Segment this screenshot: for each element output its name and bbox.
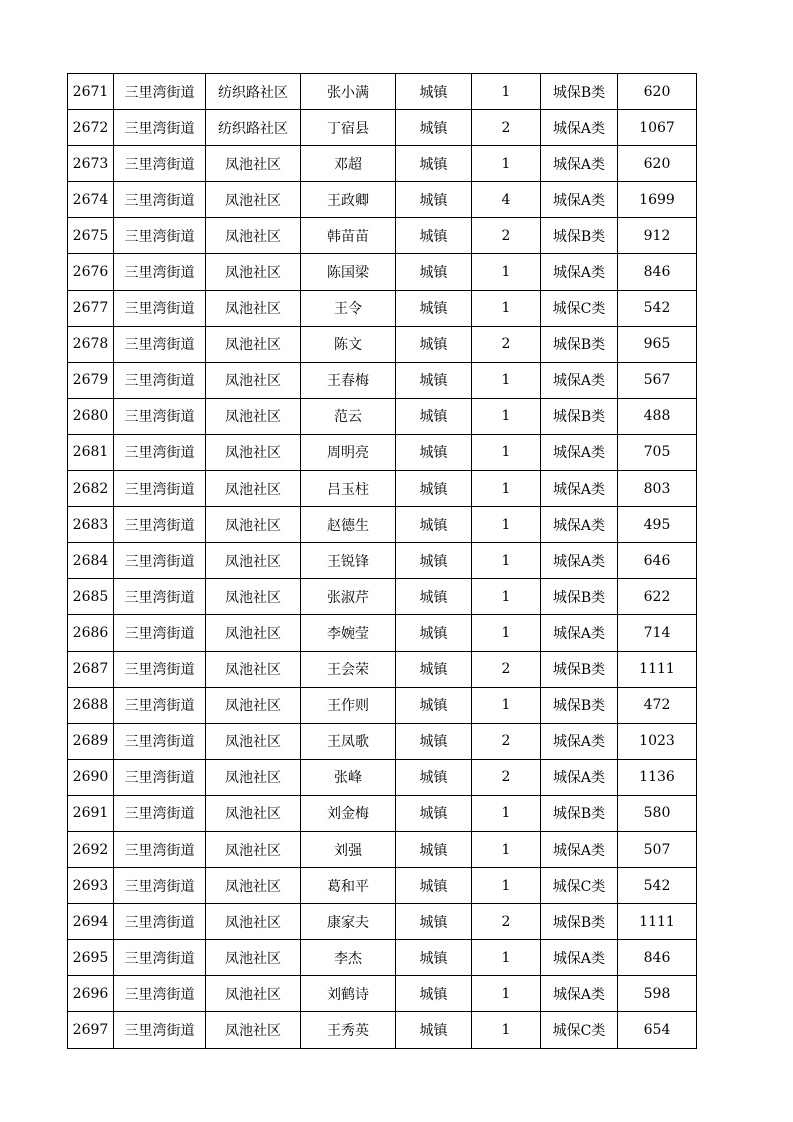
street-cell: 三里湾街道	[114, 434, 206, 470]
name-cell: 王锐锋	[301, 543, 396, 579]
community-cell: 凤池社区	[206, 940, 301, 976]
area-type-cell: 城镇	[396, 110, 472, 146]
street-cell: 三里湾街道	[114, 182, 206, 218]
community-cell: 凤池社区	[206, 687, 301, 723]
household-count-cell: 1	[472, 507, 541, 543]
household-count-cell: 1	[472, 146, 541, 182]
area-type-cell: 城镇	[396, 831, 472, 867]
table-row	[68, 795, 697, 831]
category-cell: 城保A类	[541, 940, 618, 976]
amount-cell: 654	[618, 1012, 697, 1048]
name-cell: 陈文	[301, 326, 396, 362]
amount-cell: 846	[618, 940, 697, 976]
amount-cell: 598	[618, 976, 697, 1012]
area-type-cell: 城镇	[396, 218, 472, 254]
area-type-cell: 城镇	[396, 254, 472, 290]
area-type-cell: 城镇	[396, 146, 472, 182]
household-count-cell: 2	[472, 651, 541, 687]
community-cell: 凤池社区	[206, 868, 301, 904]
category-cell: 城保B类	[541, 651, 618, 687]
category-cell: 城保B类	[541, 687, 618, 723]
street-cell: 三里湾街道	[114, 110, 206, 146]
street-cell: 三里湾街道	[114, 940, 206, 976]
amount-cell: 542	[618, 290, 697, 326]
community-cell: 凤池社区	[206, 326, 301, 362]
street-cell: 三里湾街道	[114, 471, 206, 507]
area-type-cell: 城镇	[396, 759, 472, 795]
name-cell: 张淑芹	[301, 579, 396, 615]
amount-cell: 912	[618, 218, 697, 254]
table-body	[68, 74, 697, 1049]
household-count-cell: 1	[472, 795, 541, 831]
area-type-cell: 城镇	[396, 976, 472, 1012]
table-row	[68, 362, 697, 398]
area-type-cell: 城镇	[396, 290, 472, 326]
amount-cell: 714	[618, 615, 697, 651]
category-cell: 城保A类	[541, 110, 618, 146]
category-cell: 城保C类	[541, 1012, 618, 1048]
household-count-cell: 1	[472, 434, 541, 470]
household-count-cell: 1	[472, 615, 541, 651]
table-row	[68, 831, 697, 867]
community-cell: 凤池社区	[206, 651, 301, 687]
category-cell: 城保A类	[541, 831, 618, 867]
name-cell: 王春梅	[301, 362, 396, 398]
table-row	[68, 471, 697, 507]
serial-number-cell: 2691	[68, 795, 114, 831]
street-cell: 三里湾街道	[114, 615, 206, 651]
serial-number-cell: 2688	[68, 687, 114, 723]
serial-number-cell: 2694	[68, 904, 114, 940]
name-cell: 李婉莹	[301, 615, 396, 651]
area-type-cell: 城镇	[396, 651, 472, 687]
area-type-cell: 城镇	[396, 868, 472, 904]
street-cell: 三里湾街道	[114, 687, 206, 723]
amount-cell: 620	[618, 74, 697, 110]
household-count-cell: 4	[472, 182, 541, 218]
street-cell: 三里湾街道	[114, 543, 206, 579]
serial-number-cell: 2687	[68, 651, 114, 687]
area-type-cell: 城镇	[396, 904, 472, 940]
street-cell: 三里湾街道	[114, 759, 206, 795]
table-row	[68, 868, 697, 904]
serial-number-cell: 2682	[68, 471, 114, 507]
table-row	[68, 543, 697, 579]
category-cell: 城保B类	[541, 74, 618, 110]
area-type-cell: 城镇	[396, 507, 472, 543]
community-cell: 凤池社区	[206, 507, 301, 543]
amount-cell: 705	[618, 434, 697, 470]
category-cell: 城保B类	[541, 579, 618, 615]
serial-number-cell: 2680	[68, 398, 114, 434]
community-cell: 凤池社区	[206, 795, 301, 831]
table-row	[68, 254, 697, 290]
area-type-cell: 城镇	[396, 74, 472, 110]
area-type-cell: 城镇	[396, 434, 472, 470]
serial-number-cell: 2675	[68, 218, 114, 254]
serial-number-cell: 2697	[68, 1012, 114, 1048]
category-cell: 城保B类	[541, 398, 618, 434]
name-cell: 张峰	[301, 759, 396, 795]
community-cell: 凤池社区	[206, 579, 301, 615]
serial-number-cell: 2693	[68, 868, 114, 904]
street-cell: 三里湾街道	[114, 507, 206, 543]
amount-cell: 472	[618, 687, 697, 723]
amount-cell: 567	[618, 362, 697, 398]
table-row	[68, 146, 697, 182]
area-type-cell: 城镇	[396, 182, 472, 218]
community-cell: 纺织路社区	[206, 110, 301, 146]
street-cell: 三里湾街道	[114, 904, 206, 940]
name-cell: 王凤歌	[301, 723, 396, 759]
serial-number-cell: 2695	[68, 940, 114, 976]
category-cell: 城保C类	[541, 290, 618, 326]
serial-number-cell: 2671	[68, 74, 114, 110]
serial-number-cell: 2689	[68, 723, 114, 759]
serial-number-cell: 2684	[68, 543, 114, 579]
category-cell: 城保A类	[541, 507, 618, 543]
category-cell: 城保A类	[541, 434, 618, 470]
amount-cell: 1699	[618, 182, 697, 218]
street-cell: 三里湾街道	[114, 831, 206, 867]
category-cell: 城保A类	[541, 471, 618, 507]
amount-cell: 488	[618, 398, 697, 434]
name-cell: 赵德生	[301, 507, 396, 543]
street-cell: 三里湾街道	[114, 651, 206, 687]
street-cell: 三里湾街道	[114, 362, 206, 398]
street-cell: 三里湾街道	[114, 795, 206, 831]
street-cell: 三里湾街道	[114, 868, 206, 904]
serial-number-cell: 2686	[68, 615, 114, 651]
serial-number-cell: 2674	[68, 182, 114, 218]
amount-cell: 622	[618, 579, 697, 615]
amount-cell: 646	[618, 543, 697, 579]
household-count-cell: 2	[472, 723, 541, 759]
street-cell: 三里湾街道	[114, 146, 206, 182]
community-cell: 纺织路社区	[206, 74, 301, 110]
household-count-cell: 1	[472, 687, 541, 723]
table-row	[68, 904, 697, 940]
name-cell: 康家夫	[301, 904, 396, 940]
table-row	[68, 1012, 697, 1048]
household-count-cell: 1	[472, 254, 541, 290]
community-cell: 凤池社区	[206, 615, 301, 651]
name-cell: 王秀英	[301, 1012, 396, 1048]
household-count-cell: 1	[472, 940, 541, 976]
street-cell: 三里湾街道	[114, 326, 206, 362]
household-count-cell: 2	[472, 218, 541, 254]
name-cell: 王作则	[301, 687, 396, 723]
household-count-cell: 1	[472, 831, 541, 867]
community-cell: 凤池社区	[206, 434, 301, 470]
community-cell: 凤池社区	[206, 218, 301, 254]
name-cell: 张小满	[301, 74, 396, 110]
category-cell: 城保B类	[541, 795, 618, 831]
community-cell: 凤池社区	[206, 976, 301, 1012]
serial-number-cell: 2679	[68, 362, 114, 398]
community-cell: 凤池社区	[206, 543, 301, 579]
community-cell: 凤池社区	[206, 290, 301, 326]
name-cell: 刘鹤诗	[301, 976, 396, 1012]
amount-cell: 1111	[618, 904, 697, 940]
category-cell: 城保C类	[541, 868, 618, 904]
name-cell: 韩苗苗	[301, 218, 396, 254]
table-row	[68, 398, 697, 434]
table-row	[68, 615, 697, 651]
community-cell: 凤池社区	[206, 759, 301, 795]
community-cell: 凤池社区	[206, 146, 301, 182]
table-row	[68, 326, 697, 362]
household-count-cell: 2	[472, 759, 541, 795]
category-cell: 城保A类	[541, 182, 618, 218]
community-cell: 凤池社区	[206, 831, 301, 867]
area-type-cell: 城镇	[396, 471, 472, 507]
name-cell: 吕玉柱	[301, 471, 396, 507]
household-count-cell: 1	[472, 290, 541, 326]
serial-number-cell: 2677	[68, 290, 114, 326]
household-count-cell: 1	[472, 579, 541, 615]
amount-cell: 1136	[618, 759, 697, 795]
table-row	[68, 290, 697, 326]
amount-cell: 965	[618, 326, 697, 362]
community-cell: 凤池社区	[206, 362, 301, 398]
name-cell: 陈国梁	[301, 254, 396, 290]
serial-number-cell: 2676	[68, 254, 114, 290]
area-type-cell: 城镇	[396, 1012, 472, 1048]
household-count-cell: 2	[472, 904, 541, 940]
amount-cell: 542	[618, 868, 697, 904]
area-type-cell: 城镇	[396, 362, 472, 398]
area-type-cell: 城镇	[396, 615, 472, 651]
household-count-cell: 1	[472, 868, 541, 904]
community-cell: 凤池社区	[206, 904, 301, 940]
table-row	[68, 434, 697, 470]
street-cell: 三里湾街道	[114, 976, 206, 1012]
area-type-cell: 城镇	[396, 398, 472, 434]
name-cell: 葛和平	[301, 868, 396, 904]
category-cell: 城保B类	[541, 326, 618, 362]
amount-cell: 846	[618, 254, 697, 290]
serial-number-cell: 2696	[68, 976, 114, 1012]
name-cell: 李杰	[301, 940, 396, 976]
street-cell: 三里湾街道	[114, 290, 206, 326]
street-cell: 三里湾街道	[114, 74, 206, 110]
community-cell: 凤池社区	[206, 254, 301, 290]
amount-cell: 507	[618, 831, 697, 867]
street-cell: 三里湾街道	[114, 723, 206, 759]
table-row	[68, 687, 697, 723]
amount-cell: 620	[618, 146, 697, 182]
amount-cell: 1067	[618, 110, 697, 146]
category-cell: 城保A类	[541, 146, 618, 182]
name-cell: 丁宿县	[301, 110, 396, 146]
area-type-cell: 城镇	[396, 326, 472, 362]
table-row	[68, 182, 697, 218]
table-row	[68, 651, 697, 687]
street-cell: 三里湾街道	[114, 1012, 206, 1048]
serial-number-cell: 2683	[68, 507, 114, 543]
area-type-cell: 城镇	[396, 723, 472, 759]
assistance-table	[67, 73, 697, 1049]
street-cell: 三里湾街道	[114, 579, 206, 615]
category-cell: 城保B类	[541, 904, 618, 940]
name-cell: 刘金梅	[301, 795, 396, 831]
amount-cell: 1023	[618, 723, 697, 759]
category-cell: 城保A类	[541, 759, 618, 795]
serial-number-cell: 2692	[68, 831, 114, 867]
community-cell: 凤池社区	[206, 1012, 301, 1048]
household-count-cell: 1	[472, 1012, 541, 1048]
serial-number-cell: 2681	[68, 434, 114, 470]
name-cell: 范云	[301, 398, 396, 434]
street-cell: 三里湾街道	[114, 398, 206, 434]
area-type-cell: 城镇	[396, 687, 472, 723]
area-type-cell: 城镇	[396, 795, 472, 831]
household-count-cell: 1	[472, 471, 541, 507]
serial-number-cell: 2678	[68, 326, 114, 362]
table-row	[68, 759, 697, 795]
table-row	[68, 218, 697, 254]
area-type-cell: 城镇	[396, 579, 472, 615]
area-type-cell: 城镇	[396, 940, 472, 976]
name-cell: 邓超	[301, 146, 396, 182]
household-count-cell: 1	[472, 543, 541, 579]
serial-number-cell: 2685	[68, 579, 114, 615]
community-cell: 凤池社区	[206, 723, 301, 759]
table-row	[68, 976, 697, 1012]
community-cell: 凤池社区	[206, 398, 301, 434]
community-cell: 凤池社区	[206, 182, 301, 218]
household-count-cell: 2	[472, 110, 541, 146]
household-count-cell: 1	[472, 74, 541, 110]
category-cell: 城保A类	[541, 254, 618, 290]
community-cell: 凤池社区	[206, 471, 301, 507]
amount-cell: 580	[618, 795, 697, 831]
name-cell: 王令	[301, 290, 396, 326]
table-row	[68, 74, 697, 110]
area-type-cell: 城镇	[396, 543, 472, 579]
table-row	[68, 940, 697, 976]
category-cell: 城保A类	[541, 723, 618, 759]
household-count-cell: 1	[472, 398, 541, 434]
serial-number-cell: 2672	[68, 110, 114, 146]
serial-number-cell: 2673	[68, 146, 114, 182]
table-row	[68, 579, 697, 615]
category-cell: 城保A类	[541, 615, 618, 651]
serial-number-cell: 2690	[68, 759, 114, 795]
amount-cell: 495	[618, 507, 697, 543]
table-row	[68, 723, 697, 759]
street-cell: 三里湾街道	[114, 218, 206, 254]
household-count-cell: 1	[472, 362, 541, 398]
name-cell: 王会荣	[301, 651, 396, 687]
amount-cell: 1111	[618, 651, 697, 687]
category-cell: 城保A类	[541, 362, 618, 398]
name-cell: 周明亮	[301, 434, 396, 470]
street-cell: 三里湾街道	[114, 254, 206, 290]
category-cell: 城保A类	[541, 543, 618, 579]
amount-cell: 803	[618, 471, 697, 507]
household-count-cell: 2	[472, 326, 541, 362]
category-cell: 城保A类	[541, 976, 618, 1012]
name-cell: 刘强	[301, 831, 396, 867]
table-row	[68, 507, 697, 543]
name-cell: 王政卿	[301, 182, 396, 218]
household-count-cell: 1	[472, 976, 541, 1012]
category-cell: 城保B类	[541, 218, 618, 254]
table-row	[68, 110, 697, 146]
